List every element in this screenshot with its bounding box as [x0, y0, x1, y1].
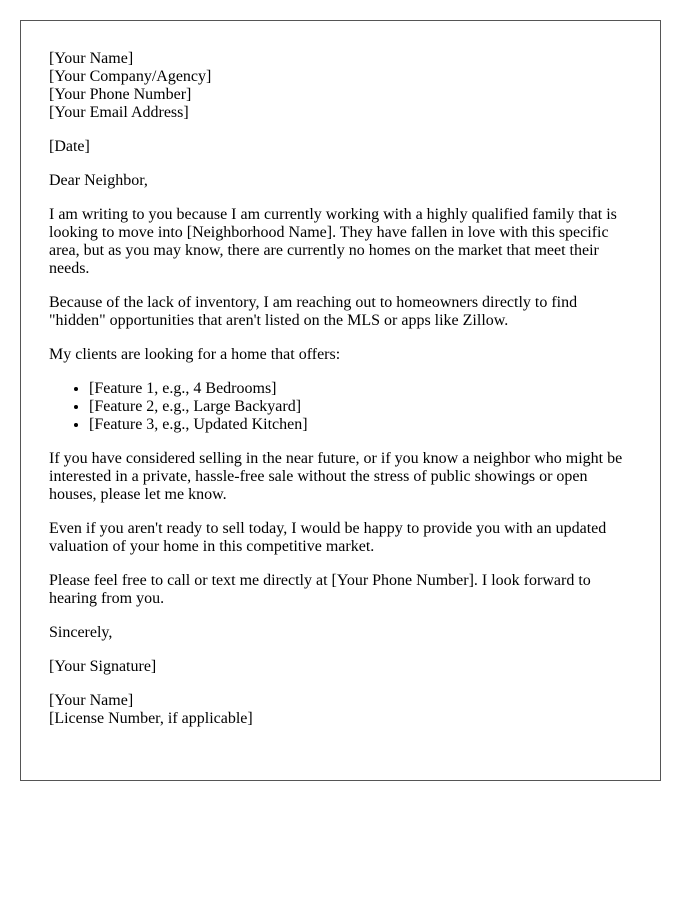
- letter: [20, 20, 661, 781]
- body-paragraph: I am writing to you because I am currently working with a highly qualified family that is looking to move into [Neighborhood Name]. They have fallen in love with this specific area, but as you may know, there are currently no homes on the market that meet their needs.: [49, 206, 617, 277]
- sender-block: [49, 50, 632, 122]
- body-paragraph: Please feel free to call or text me directly at [Your Phone Number]. I look forward to hearing from you.: [49, 572, 591, 607]
- footer-license: [License Number, if applicable]: [49, 710, 253, 727]
- feature-list: [49, 380, 632, 434]
- signature: [Your Signature]: [49, 658, 157, 675]
- sender-email: [Your Email Address]: [49, 104, 189, 121]
- feature-item: • [Feature 3, e.g., Updated Kitchen]: [89, 416, 632, 434]
- body-paragraph: Because of the lack of inventory, I am reaching out to homeowners directly to find "hidden" opportunities that aren't listed on the MLS or apps like Zillow.: [49, 294, 578, 329]
- footer-name: [Your Name]: [49, 692, 134, 709]
- date: [Date]: [49, 138, 90, 155]
- sender-phone: [Your Phone Number]: [49, 86, 192, 103]
- body-paragraph: If you have considered selling in the near future, or if you know a neighbor who might be interested in a private, hassle-free sale without the stress of public showings or open houses, please let me know.: [49, 450, 623, 503]
- salutation: Dear Neighbor,: [49, 172, 148, 189]
- body-paragraph: Even if you aren't ready to sell today, I would be happy to provide you with an updated valuation of your home in this competitive market.: [49, 520, 607, 555]
- body-paragraph: My clients are looking for a home that offers:: [49, 346, 341, 363]
- sender-name: [Your Name]: [49, 50, 134, 67]
- signoff: Sincerely,: [49, 624, 113, 641]
- feature-item: • [Feature 2, e.g., Large Backyard]: [89, 398, 632, 416]
- sender-company: [Your Company/Agency]: [49, 68, 212, 85]
- feature-item: • [Feature 1, e.g., 4 Bedrooms]: [89, 380, 632, 398]
- footer-block: [49, 692, 632, 728]
